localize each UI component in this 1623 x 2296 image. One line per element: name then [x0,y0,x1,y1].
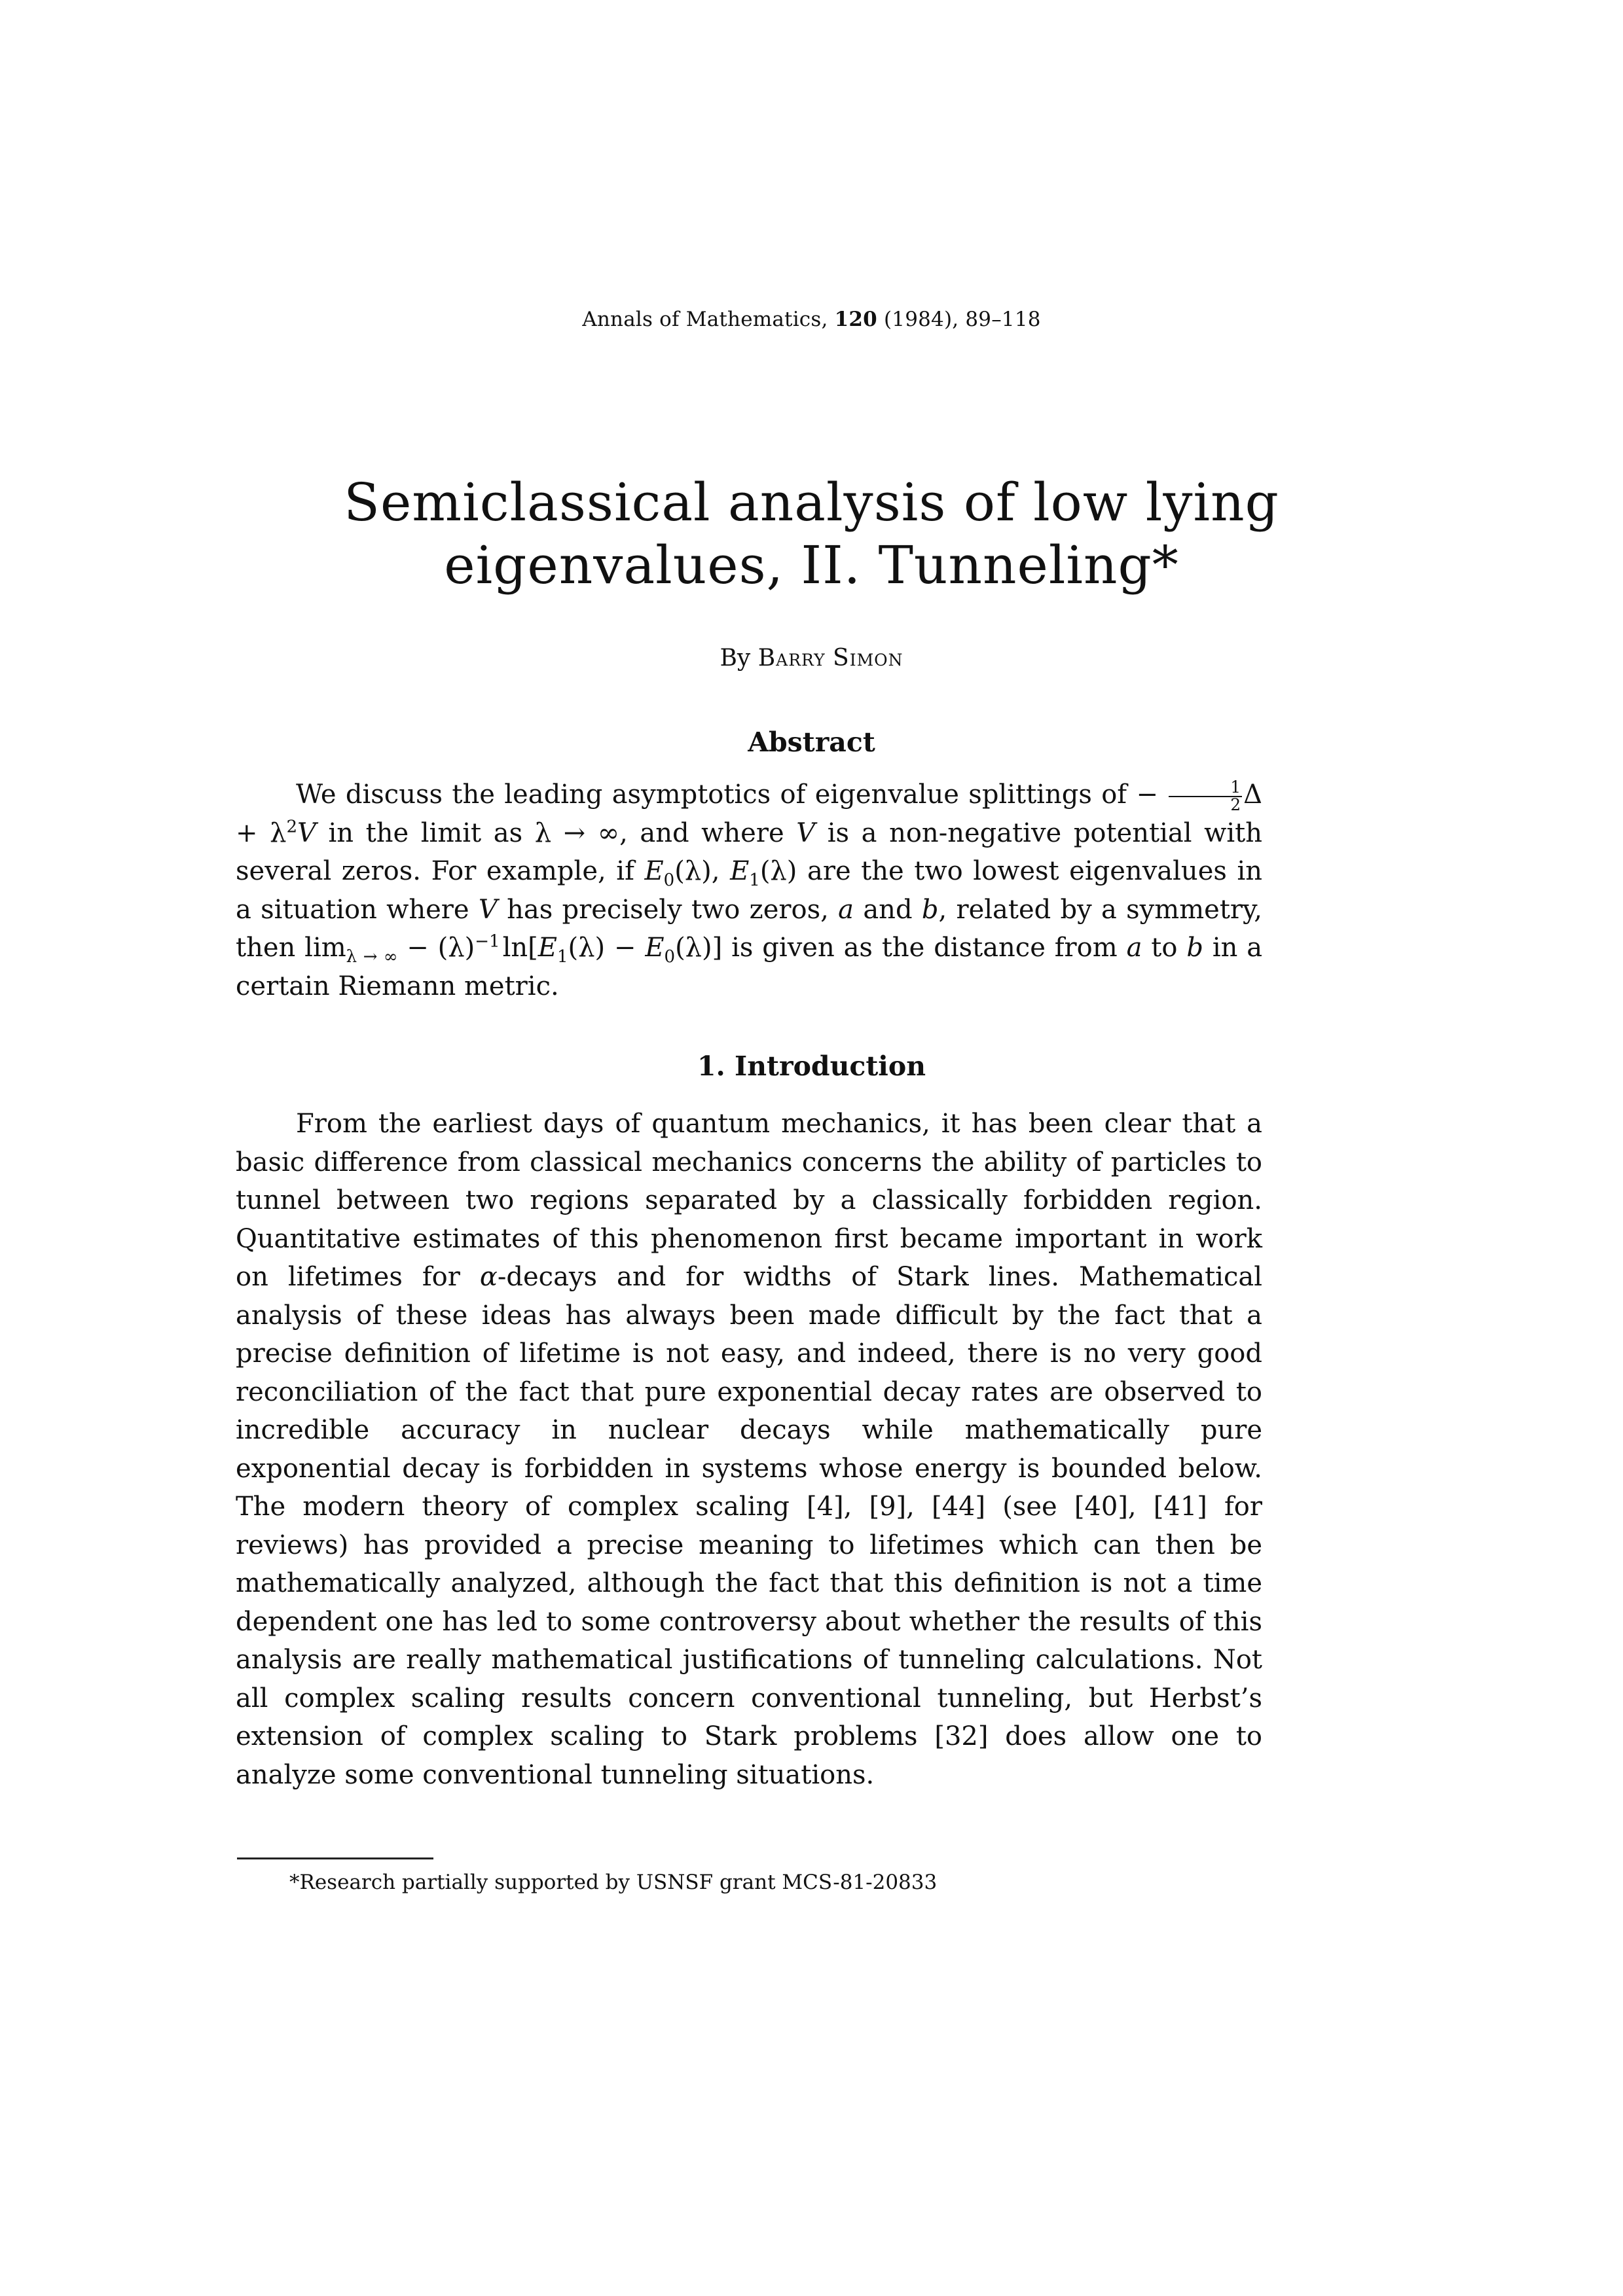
potential-var: V [796,817,816,848]
subscript: 1 [556,947,568,967]
abstract-text: to [1151,933,1178,963]
zero-a: a [838,894,854,925]
title-line-1: Semiclassical analysis of low lying [344,472,1279,533]
intro-paragraph [236,1105,1262,1794]
abstract-text: and [863,894,913,925]
fraction-numerator: 1 [1169,780,1242,797]
alpha-symbol: α [479,1262,498,1292]
limit-operator: lim [304,933,346,963]
abstract-minus: − [1136,780,1158,810]
eigenvalue-E1: E [538,933,557,963]
intro-text: From the earliest days of quantum mechanics, it has been clear that a basic difference from classical mechanics concerns the ability of particles to tunnel between two regions separated by a classically forbidden region. Quantitative estimates of this phenomenon first became important in work on lifetimes for [236,1109,1262,1292]
abstract-text: , related by a symmetry, then [236,894,1263,963]
expression: ln[ [502,933,538,963]
expression: (λ) − [568,933,636,963]
abstract-text: is a non-negative potential with several zeros. [236,817,1262,886]
subscript: 1 [749,870,760,890]
abstract-text: For example, if [431,856,634,886]
abstract-heading: Abstract [748,726,875,758]
eigenvalue-E0: E [644,856,664,886]
journal-citation [0,308,1623,331]
author-byline [0,645,1623,672]
title-line-2: eigenvalues, II. Tunneling* [444,535,1179,596]
abstract-text: are the two lowest eigenvalues in a situation where [236,856,1263,925]
footnote: *Research partially supported by USNSF grant MCS-81-20833 [289,1871,938,1894]
intro-text: -decays and for widths of Stark lines. Mathematical analysis of these ideas has always been made difficult by the fact that a precise definition of lifetime is not easy, and indeed, there is no very good reconciliation of the fact that pure exponential decay rates are observed to incredible accuracy in nuclear decays while mathematically pure exponential decay is forbidden in systems whose energy is bounded below. The modern theory of complex scaling [4], [9], [44] (see [40], [41] for reviews) has provided a precise meaning to lifetimes which can then be mathematically analyzed, although the fact that this definition is not a time dependent one has led to some controversy about whether the results of this analysis are really mathematical justifications of tunneling calculations. Not all complex scaling results concern conventional tunneling, but Herbst’s extension of complex scaling to Stark problems [32] does allow one to analyze some conventional tunneling situations. [236,1262,1262,1790]
potential-var: V [297,817,316,848]
exponent: −1 [475,931,500,952]
argument: (λ) [759,856,797,886]
zero-b: b [921,894,939,925]
author-first-name: Barry [757,645,826,672]
byline-by: By [720,645,751,672]
journal-volume: 120 [834,308,877,331]
abstract-exponent: 2 [286,817,298,837]
potential-var: V [478,894,498,925]
abstract-text: in a certain Riemann metric. [236,933,1263,1001]
eigenvalue-E0: E [645,933,665,963]
subscript: 0 [664,947,676,967]
one-half-fraction [1169,780,1242,814]
journal-year-pages: (1984), 89–118 [883,308,1041,331]
argument: (λ), [674,856,720,886]
zero-a: a [1126,933,1142,963]
author-last-name: Simon [833,645,903,672]
abstract-text: We discuss the leading asymptotics of eigenvalue splittings of [296,780,1127,810]
eigenvalue-E1: E [730,856,750,886]
expression: (λ)] [675,933,723,963]
abstract-laplacian: Δ + λ [236,780,1262,848]
zero-b: b [1186,933,1203,963]
section-heading-introduction: 1. Introduction [697,1050,926,1082]
limit-subscript: λ → ∞ [346,947,398,967]
paper-title [0,471,1623,597]
journal-name: Annals of Mathematics, [582,308,828,331]
fraction-denominator: 2 [1230,795,1241,814]
abstract-paragraph [236,776,1262,1005]
abstract-text: has precisely two zeros, [507,894,829,925]
abstract-text: is given as the distance from [731,933,1118,963]
abstract-text: in the limit as λ → ∞, and where [328,817,784,848]
footnote-divider [237,1857,433,1859]
introduction-body [236,1105,1262,1794]
subscript: 0 [663,870,675,890]
expression: − (λ) [407,933,475,963]
abstract-body [236,776,1262,1005]
